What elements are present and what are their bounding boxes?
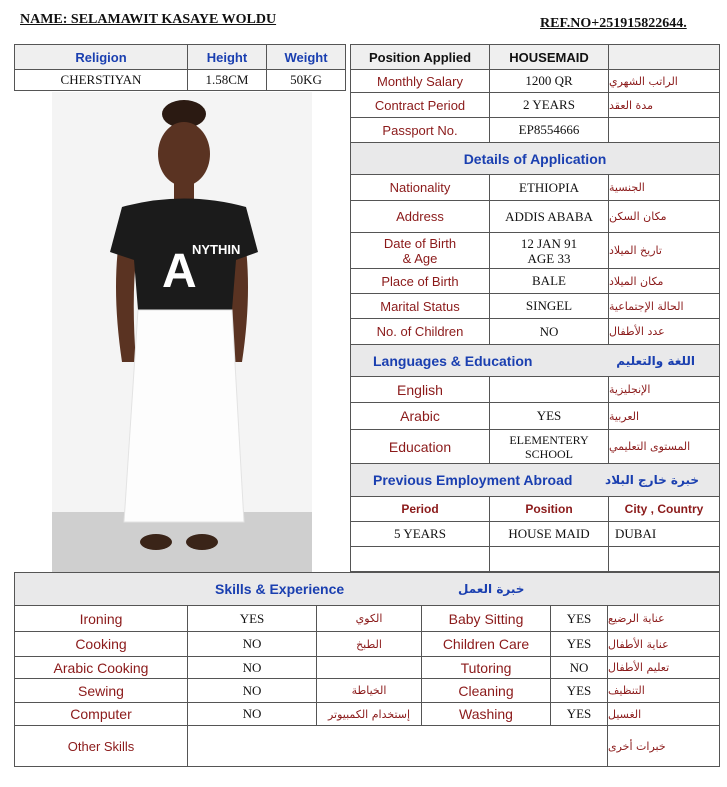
languages-row-value — [489, 429, 609, 464]
details-row-arabic: الحالة الإجتماعية — [608, 293, 720, 319]
contract-row-label: Monthly Salary — [350, 69, 490, 93]
skills-row-right-arabic: عناية الرضيع — [607, 605, 720, 632]
languages-row-label: Arabic — [350, 402, 490, 430]
employment-section-title: Previous Employment Abroad — [373, 472, 573, 488]
other-skills-label: Other Skills — [14, 725, 188, 767]
applicant-photo-figure — [52, 92, 312, 572]
applicant-name: NAME: SELAMAWIT KASAYE WOLDU — [20, 12, 277, 27]
employment-empty-cell — [350, 546, 490, 572]
contract-row-arabic: الراتب الشهري — [608, 69, 720, 93]
reference-number: REF.NO+251915822644. — [540, 16, 687, 31]
skills-row-left-value: YES — [187, 605, 317, 632]
languages-row-value — [489, 376, 609, 403]
skills-section-title-arabic: خبرة العمل — [458, 582, 525, 596]
languages-row-label: Education — [350, 429, 490, 464]
skills-row-left-value: NO — [187, 678, 317, 703]
skills-row-left-arabic: الطبخ — [316, 631, 422, 657]
details-row-label: Place of Birth — [350, 268, 490, 294]
skills-row-right-value: YES — [550, 605, 608, 632]
contract-row-value: 2 YEARS — [489, 92, 609, 118]
shirt-text: NYTHIN — [192, 242, 241, 257]
details-row-value: SINGEL — [489, 293, 609, 319]
weight-header: Weight — [266, 44, 346, 70]
details-row-label: Date of Birth & Age — [350, 232, 490, 269]
skills-row-right-label: Children Care — [421, 631, 551, 657]
skills-row-right-label: Washing — [421, 702, 551, 726]
skills-row-right-value: YES — [550, 678, 608, 703]
employment-section-header — [350, 463, 720, 497]
skills-row-right-value: YES — [550, 702, 608, 726]
details-row-arabic: الجنسية — [608, 174, 720, 201]
details-row-value: ETHIOPIA — [489, 174, 609, 201]
other-skills-arabic: خبرات أخرى — [607, 725, 720, 767]
position-applied-empty — [608, 44, 720, 70]
details-row-value: BALE — [489, 268, 609, 294]
contract-row-arabic: مدة العقد — [608, 92, 720, 118]
languages-row-label: English — [350, 376, 490, 403]
employment-col-position: Position — [489, 496, 609, 522]
employment-col-period: Period — [350, 496, 490, 522]
position-applied-label: Position Applied — [350, 44, 490, 70]
height-value: 1.58CM — [187, 69, 267, 91]
languages-row-value-line2: SCHOOL — [524, 446, 573, 461]
details-row-arabic: تاريخ الميلاد — [608, 232, 720, 269]
languages-section-header — [350, 344, 720, 377]
details-row-arabic: مكان الميلاد — [608, 268, 720, 294]
employment-position: HOUSE MAID — [489, 521, 609, 547]
details-row-value: NO — [489, 318, 609, 345]
contract-row-arabic — [608, 117, 720, 143]
languages-row-arabic: العربية — [608, 402, 720, 430]
skills-row-right-label: Baby Sitting — [421, 605, 551, 632]
applicant-photo — [52, 92, 312, 572]
religion-header: Religion — [14, 44, 188, 70]
position-applied-value: HOUSEMAID — [489, 44, 609, 70]
details-section-title: Details of Application — [350, 142, 720, 175]
employment-empty-cell — [608, 546, 720, 572]
height-header: Height — [187, 44, 267, 70]
employment-period: 5 YEARS — [350, 521, 490, 547]
contract-row-value: EP8554666 — [489, 117, 609, 143]
skills-row-right-value: NO — [550, 656, 608, 679]
details-row-value-line2: AGE 33 — [527, 250, 571, 266]
skills-section-header — [14, 572, 720, 606]
other-skills-value — [187, 725, 608, 767]
details-row-value-line1: 12 JAN 91 — [520, 235, 578, 251]
skills-row-left-label: Computer — [14, 702, 188, 726]
contract-row-value: 1200 QR — [489, 69, 609, 93]
weight-value: 50KG — [266, 69, 346, 91]
skills-row-left-label: Cooking — [14, 631, 188, 657]
employment-section-title-arabic: خبرة خارج البلاد — [605, 473, 699, 487]
skills-row-left-arabic — [316, 656, 422, 679]
skills-section-title: Skills & Experience — [215, 581, 345, 597]
languages-section-title: Languages & Education — [373, 352, 533, 369]
employment-city: DUBAI — [608, 521, 720, 547]
skills-row-left-arabic: الخياطة — [316, 678, 422, 703]
contract-row-label: Contract Period — [350, 92, 490, 118]
details-row-label: Marital Status — [350, 293, 490, 319]
languages-row-value-line1: ELEMENTERY — [509, 432, 589, 447]
details-row-label: Address — [350, 200, 490, 233]
skills-row-left-label: Sewing — [14, 678, 188, 703]
skills-row-left-value: NO — [187, 702, 317, 726]
details-row-arabic: مكان السكن — [608, 200, 720, 233]
skills-row-left-label: Arabic Cooking — [14, 656, 188, 679]
skills-row-right-arabic: الغسيل — [607, 702, 720, 726]
skills-row-left-value: NO — [187, 656, 317, 679]
skills-row-right-arabic: عناية الأطفال — [607, 631, 720, 657]
languages-row-value: YES — [489, 402, 609, 430]
employment-empty-cell — [489, 546, 609, 572]
details-row-value: ADDIS ABABA — [489, 200, 609, 233]
details-row-value — [489, 232, 609, 269]
languages-row-arabic: الإنجليزية — [608, 376, 720, 403]
skills-row-right-arabic: التنظيف — [607, 678, 720, 703]
details-row-label: Nationality — [350, 174, 490, 201]
employment-col-city: City , Country — [608, 496, 720, 522]
skills-row-left-value: NO — [187, 631, 317, 657]
languages-section-title-arabic: اللغة والتعليم — [616, 353, 695, 368]
contract-row-label: Passport No. — [350, 117, 490, 143]
skills-row-right-arabic: تعليم الأطفال — [607, 656, 720, 679]
skills-row-left-arabic: إستخدام الكمبيوتر — [316, 702, 422, 726]
skills-row-right-value: YES — [550, 631, 608, 657]
skills-row-right-label: Cleaning — [421, 678, 551, 703]
religion-value: CHERSTIYAN — [14, 69, 188, 91]
languages-row-arabic: المستوى التعليمي — [608, 429, 720, 464]
details-row-arabic: عدد الأطفال — [608, 318, 720, 345]
skills-row-right-label: Tutoring — [421, 656, 551, 679]
skills-row-left-label: Ironing — [14, 605, 188, 632]
skills-row-left-arabic: الكوي — [316, 605, 422, 632]
details-row-label: No. of Children — [350, 318, 490, 345]
shirt-letter: A — [162, 245, 197, 298]
